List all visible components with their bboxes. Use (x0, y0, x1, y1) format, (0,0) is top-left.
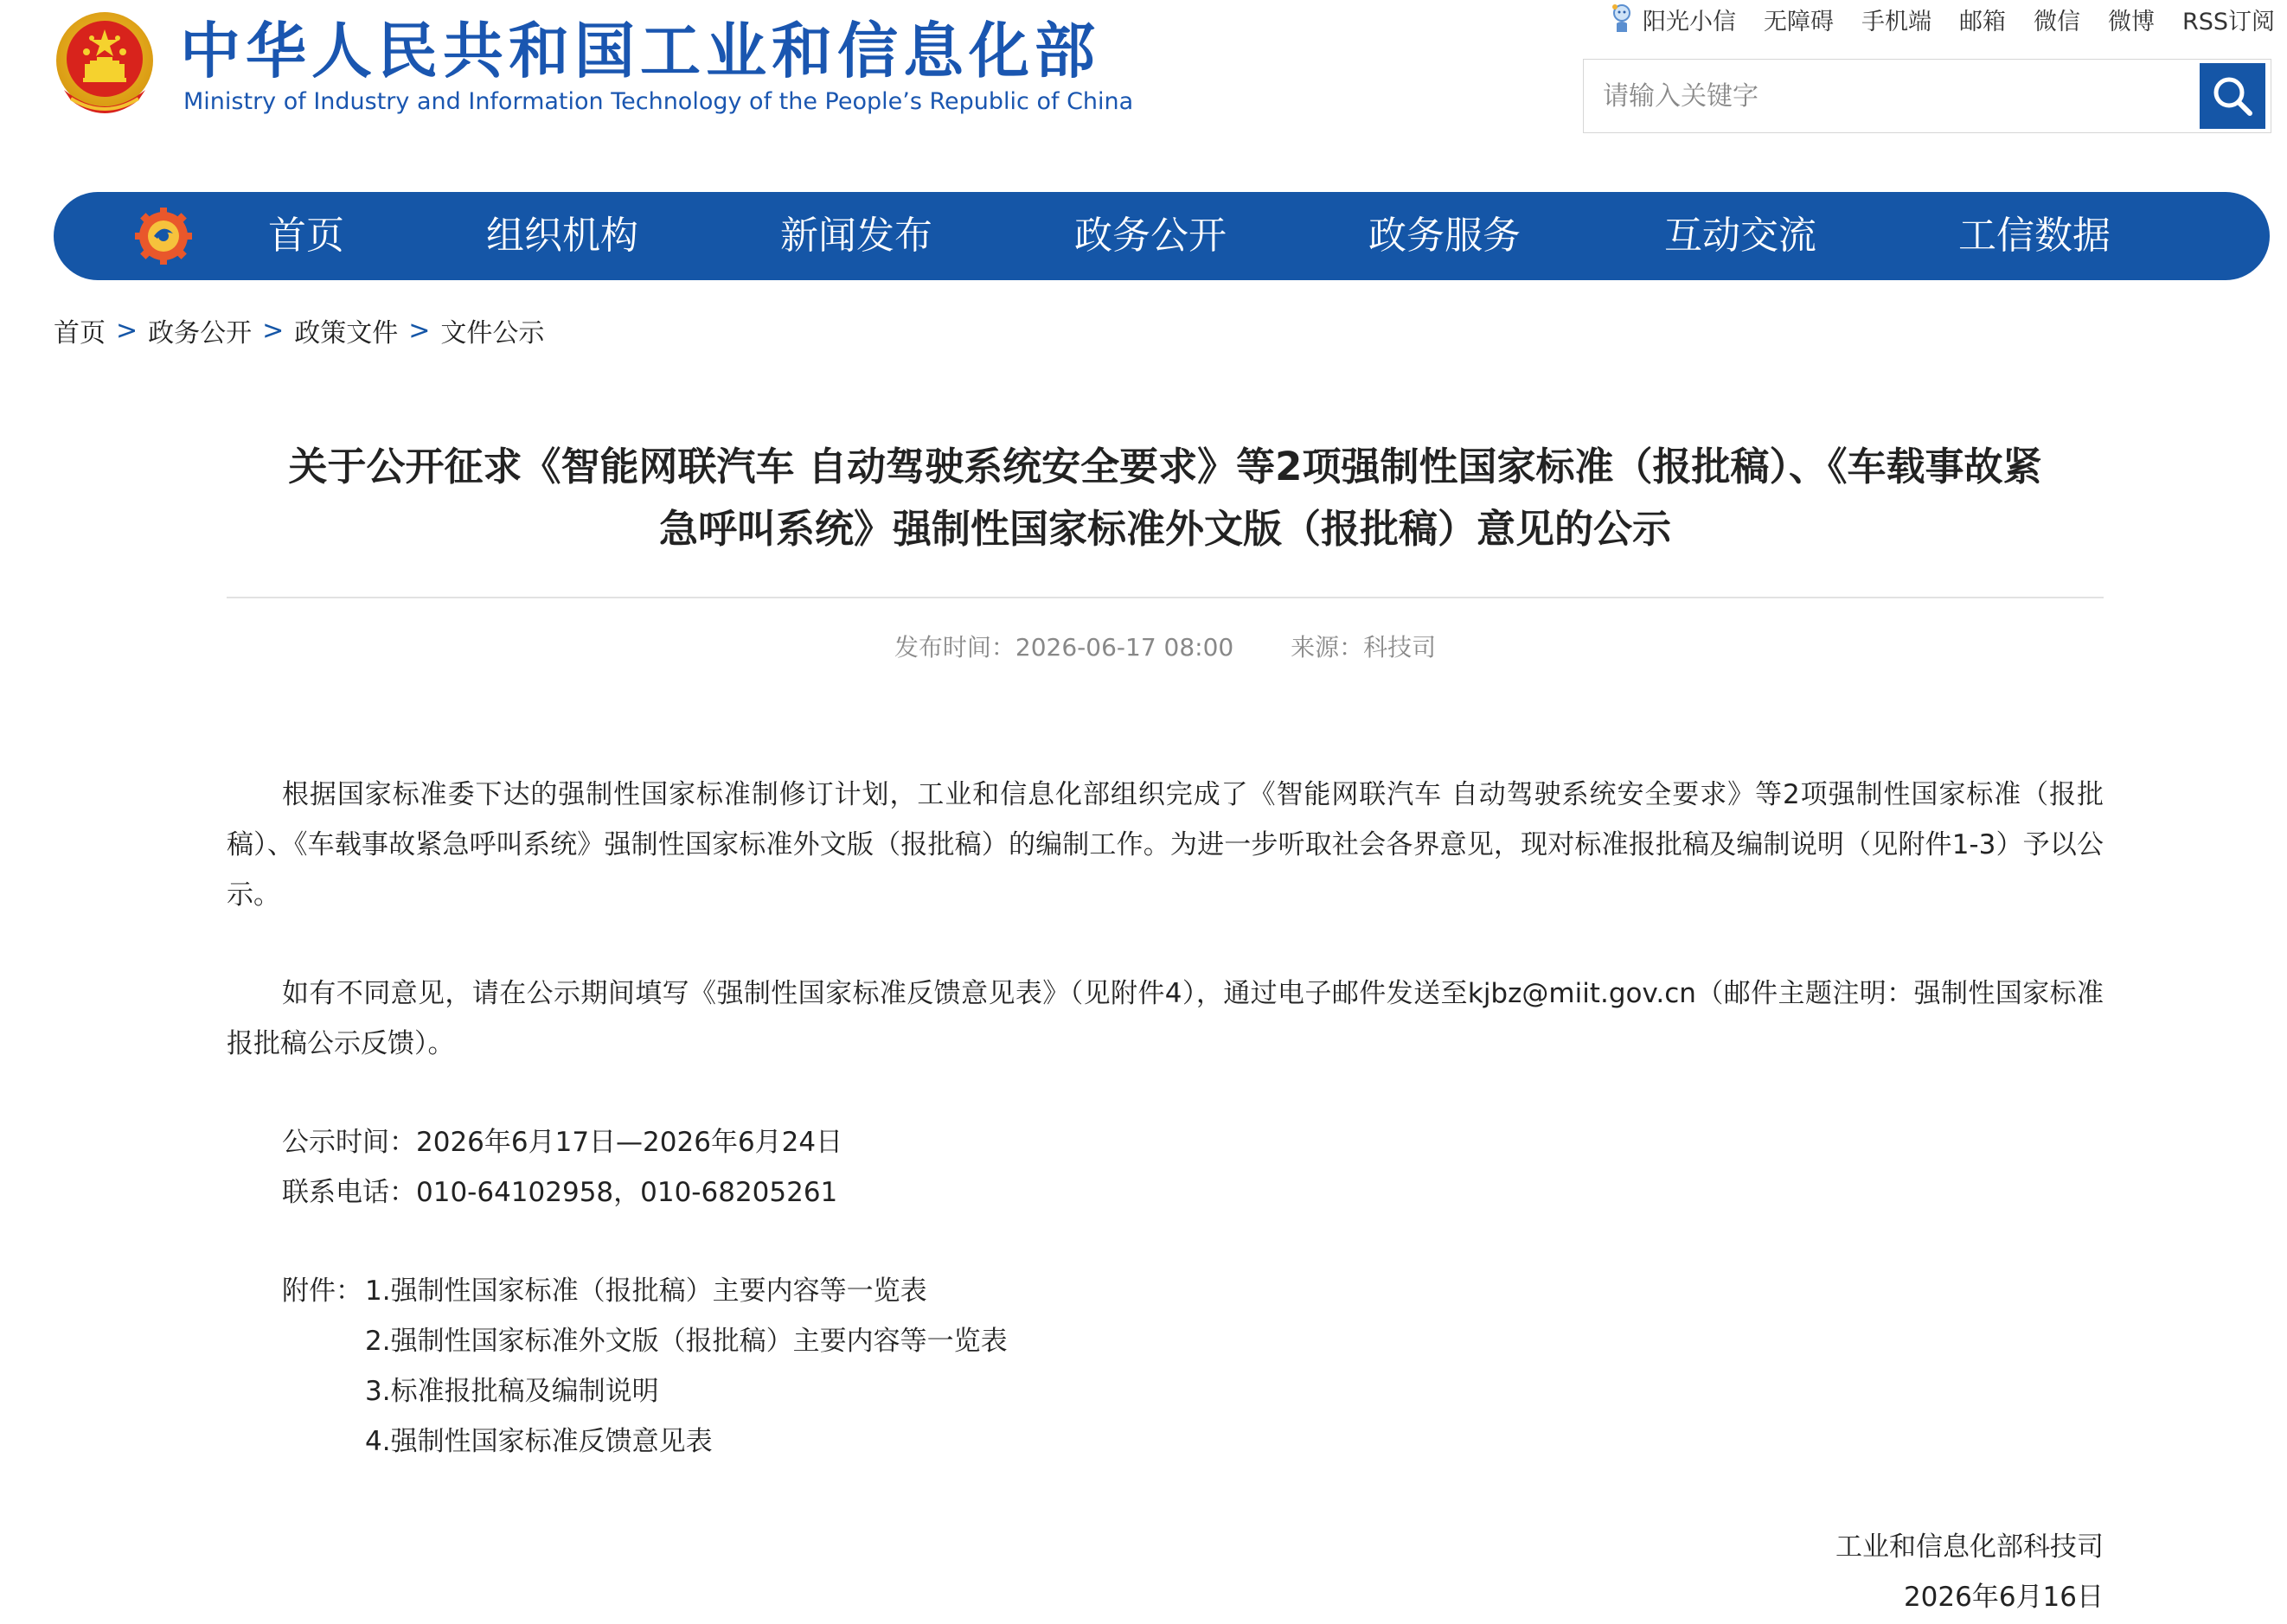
sun-mascot-icon (1608, 3, 1636, 35)
breadcrumb-separator: > (408, 315, 431, 346)
top-link-accessibility[interactable] (1764, 3, 1834, 36)
top-link-label: 微博 (2107, 8, 2155, 35)
site-subtitle-english: Ministry of Industry and Information Technology of the People’s Republic of China (183, 88, 1134, 115)
attachments-label: 附件： (282, 1276, 362, 1307)
top-link-label: 无障碍 (1763, 8, 1834, 35)
top-link-rss[interactable] (2182, 3, 2275, 36)
top-link-label: 邮箱 (1958, 8, 2006, 35)
nav-item-government-affairs[interactable]: 政务公开 (1074, 214, 1227, 258)
nav-item-organization[interactable]: 组织机构 (486, 214, 638, 258)
breadcrumb (54, 311, 544, 349)
top-link-mobile[interactable] (1861, 3, 1931, 36)
attachments-list (365, 1266, 1008, 1467)
main-navigation (54, 192, 2270, 280)
article-title-line: 关于公开征求《智能网联汽车 自动驾驶系统安全要求》等2项强制性国家标准（报批稿）、《车载事故紧 (288, 444, 2042, 489)
publish-time: 2026-06-17 08:00 (1015, 633, 1234, 662)
nav-items (54, 192, 2270, 280)
signature-date: 2026年6月16日 (1903, 1582, 2104, 1613)
attachments (227, 1266, 2104, 1467)
top-link-weibo[interactable] (2108, 3, 2155, 36)
search-button[interactable] (2200, 63, 2265, 129)
breadcrumb-document-notices[interactable]: 文件公示 (440, 318, 545, 348)
body-paragraph: 如有不同意见，请在公示期间填写《强制性国家标准反馈意见表》（见附件4），通过电子邮件发送至kjbz@miit.gov.cn（邮件主题注明：强制性国家标准报批稿公示反馈）。 (227, 978, 2104, 1059)
top-link-mailbox[interactable] (1959, 3, 2006, 36)
site-title[interactable]: 中华人民共和国工业和信息化部 (180, 16, 1100, 86)
attachment-link-2[interactable]: 2.强制性国家标准外文版（报批稿）主要内容等一览表 (365, 1326, 1008, 1357)
national-emblem-logo[interactable] (52, 10, 157, 121)
nav-item-interaction[interactable]: 互动交流 (1664, 214, 1816, 258)
article-title (227, 436, 2104, 560)
nav-item-home[interactable]: 首页 (268, 214, 344, 258)
publish-time-label: 发布时间： (894, 633, 1015, 662)
top-link-label: 阳光小信 (1642, 8, 1736, 35)
search-input[interactable] (1584, 60, 2189, 132)
nav-item-news[interactable]: 新闻发布 (780, 214, 932, 258)
top-link-label: RSS订阅 (2181, 8, 2275, 35)
breadcrumb-separator: > (262, 315, 285, 346)
notice-period: 公示时间：2026年6月17日—2026年6月24日 (282, 1127, 843, 1158)
nav-item-data[interactable]: 工信数据 (1958, 214, 2111, 258)
site-header (0, 0, 2287, 190)
top-link-label: 微信 (2033, 8, 2080, 35)
body-paragraph: 根据国家标准委下达的强制性国家标准制修订计划，工业和信息化部组织完成了《智能网联汽车 自动驾驶系统安全要求》等2项强制性国家标准（报批稿）、《车载事故紧急呼叫系统》强制性国家标准外文版（报批稿）的编制工作。为进一步听取社会各界意见，现对标准报批稿及编制说明（见附件1-3）予以公示。 (227, 779, 2104, 911)
breadcrumb-separator: > (116, 315, 138, 346)
top-link-wechat[interactable] (2034, 3, 2080, 36)
search-icon (2210, 74, 2255, 118)
source-value: 科技司 (1363, 633, 1437, 662)
top-link-sunshine-xiaoxin[interactable] (1608, 3, 1736, 36)
title-divider (227, 597, 2104, 598)
nav-item-government-services[interactable]: 政务服务 (1368, 214, 1521, 258)
attachment-link-1[interactable]: 1.强制性国家标准（报批稿）主要内容等一览表 (365, 1276, 927, 1307)
breadcrumb-government-affairs[interactable]: 政务公开 (148, 318, 253, 348)
signature (1835, 1522, 2104, 1622)
article-meta (227, 629, 2104, 663)
top-utility-links (1608, 0, 2275, 38)
search-box (1583, 59, 2271, 133)
contact-phone: 联系电话：010-64102958，010-68205261 (282, 1177, 838, 1208)
article-title-line: 急呼叫系统》强制性国家标准外文版（报批稿）意见的公示 (658, 506, 1671, 552)
attachment-link-4[interactable]: 4.强制性国家标准反馈意见表 (365, 1426, 713, 1457)
attachment-link-3[interactable]: 3.标准报批稿及编制说明 (365, 1376, 659, 1407)
source-label: 来源： (1291, 633, 1364, 662)
breadcrumb-policy-documents[interactable]: 政策文件 (294, 318, 399, 348)
breadcrumb-home[interactable]: 首页 (54, 318, 106, 348)
top-link-label: 手机端 (1861, 8, 1931, 35)
signature-organization: 工业和信息化部科技司 (1835, 1531, 2104, 1563)
article-body (227, 770, 2104, 1467)
